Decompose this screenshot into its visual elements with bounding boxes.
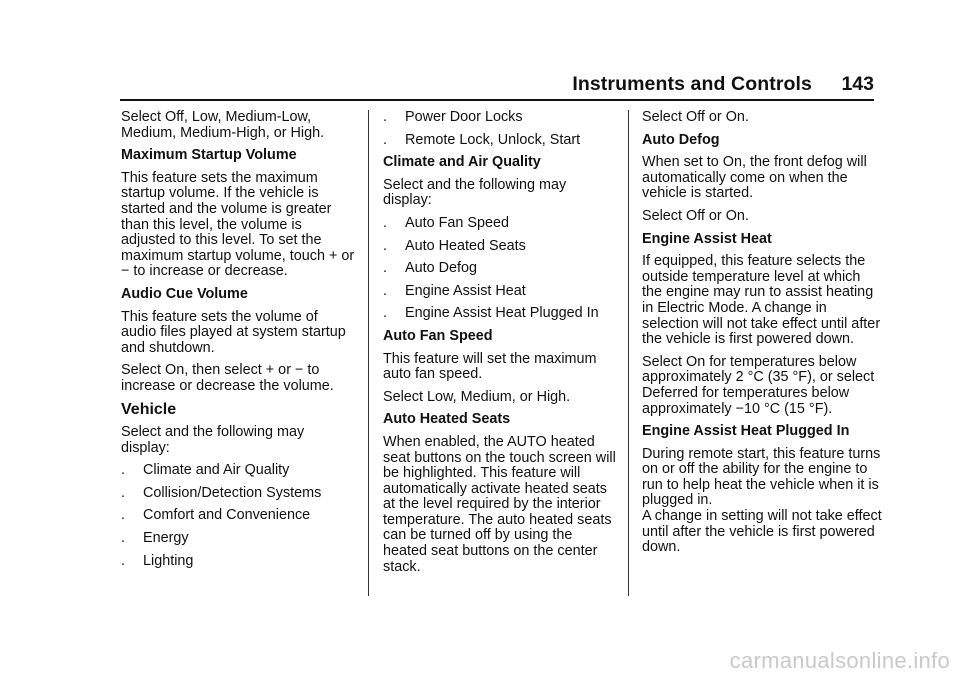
list-item [383, 261, 618, 277]
list-item [383, 239, 618, 255]
list-item [383, 306, 618, 322]
bullet-marker: . [383, 237, 387, 254]
list-item-text: Lighting [143, 552, 194, 569]
list-item-text: Auto Heated Seats [405, 237, 526, 254]
bullet-marker: . [383, 109, 387, 125]
list-item-text: Engine Assist Heat Plugged In [405, 305, 599, 322]
header-rule [120, 99, 874, 101]
paragraph: This feature will set the maximum auto fan speed. [383, 350, 597, 383]
paragraph: During remote start, this feature turns on or off the ability for the engine to run to help heat the vehicle when it is plugged in. [642, 445, 881, 509]
list-item [121, 463, 356, 479]
list-item [383, 216, 618, 232]
bullet-marker: . [121, 530, 125, 547]
bullet-marker: . [383, 131, 387, 148]
bullet-marker: . [121, 462, 125, 479]
column-3 [642, 110, 882, 563]
column-1 [121, 110, 356, 576]
column-divider [368, 110, 369, 596]
watermark: carmanualsonline.info [729, 648, 950, 673]
subheading-climate-air-quality: Climate and Air Quality [383, 154, 541, 171]
subheading-engine-assist-heat: Engine Assist Heat [642, 230, 772, 247]
paragraph: This feature sets the maximum startup volume. If the vehicle is started and the volume is greater than this level, the volume is adjusted to this level. To set the maximum startup volume, touch + or − to increase or decrease. [121, 169, 355, 280]
column-2 [383, 110, 618, 582]
subheading-audio-cue-volume: Audio Cue Volume [121, 285, 248, 302]
bullet-marker: . [383, 214, 387, 231]
paragraph: Select Off, Low, Medium-Low, Medium, Medium-High, or High. [121, 109, 325, 141]
paragraph: If equipped, this feature selects the outside temperature level at which the engine may run to assist heating in Electric Mode. A change in selection will not take effect until after the vehicle is first powered down. [642, 253, 881, 348]
heading-vehicle: Vehicle [121, 400, 177, 418]
list-item-text: Auto Defog [405, 260, 478, 277]
paragraph: Select Off or On. [642, 109, 749, 125]
list-item-text: Engine Assist Heat [405, 282, 526, 299]
paragraph: Select and the following may display: [121, 424, 305, 456]
bullet-marker: . [383, 305, 387, 322]
bullet-marker: . [121, 484, 125, 501]
subheading-auto-defog: Auto Defog [642, 131, 720, 148]
list-item-text: Energy [143, 530, 189, 547]
paragraph: Select Low, Medium, or High. [383, 388, 571, 405]
list-item [383, 110, 618, 126]
paragraph: When set to On, the front defog will automatically come on when the vehicle is started. [642, 154, 867, 202]
list-item-text: Comfort and Convenience [143, 507, 311, 524]
section-title: Instruments and Controls [572, 73, 812, 95]
list-item [383, 284, 618, 300]
paragraph: Select On for temperatures below approximately 2 °C (35 °F), or select Deferred for temperatures below approximately −10 °C (15 °F). [642, 353, 875, 417]
list-item-text: Auto Fan Speed [405, 214, 510, 231]
list-item [383, 133, 618, 149]
bullet-marker: . [121, 552, 125, 569]
paragraph: This feature sets the volume of audio files played at system startup and shutdown. [121, 308, 346, 356]
list-item-text: Climate and Air Quality [143, 462, 290, 479]
paragraph: Select and the following may display: [383, 176, 567, 209]
page-header [0, 0, 960, 100]
subheading-max-startup-volume: Maximum Startup Volume [121, 147, 297, 164]
list-item [121, 554, 356, 570]
paragraph: Select Off or On. [642, 207, 749, 224]
bullet-marker: . [383, 282, 387, 299]
list-item-text: Power Door Locks [405, 109, 523, 125]
list-item-text: Remote Lock, Unlock, Start [405, 131, 581, 148]
subheading-engine-assist-heat-plugged-in: Engine Assist Heat Plugged In [642, 423, 850, 440]
subheading-auto-fan-speed: Auto Fan Speed [383, 327, 493, 344]
list-item [121, 531, 356, 547]
paragraph: Select On, then select + or − to increase or decrease the volume. [121, 362, 334, 394]
list-item-text: Collision/Detection Systems [143, 484, 322, 501]
bullet-marker: . [121, 507, 125, 524]
bullet-marker: . [383, 260, 387, 277]
subheading-auto-heated-seats: Auto Heated Seats [383, 411, 511, 428]
list-item [121, 508, 356, 524]
paragraph: A change in setting will not take effect until after the vehicle is first powered down. [642, 508, 882, 556]
page-number: 143 [841, 73, 874, 95]
list-item [121, 486, 356, 502]
paragraph: When enabled, the AUTO heated seat buttons on the touch screen will be highlighted. This feature will automatically activate heated seats at the level required by the interior temperature. The auto heated seats can be turned off by using the heated seat buttons on the center stack. [383, 433, 616, 575]
column-divider [628, 110, 629, 596]
